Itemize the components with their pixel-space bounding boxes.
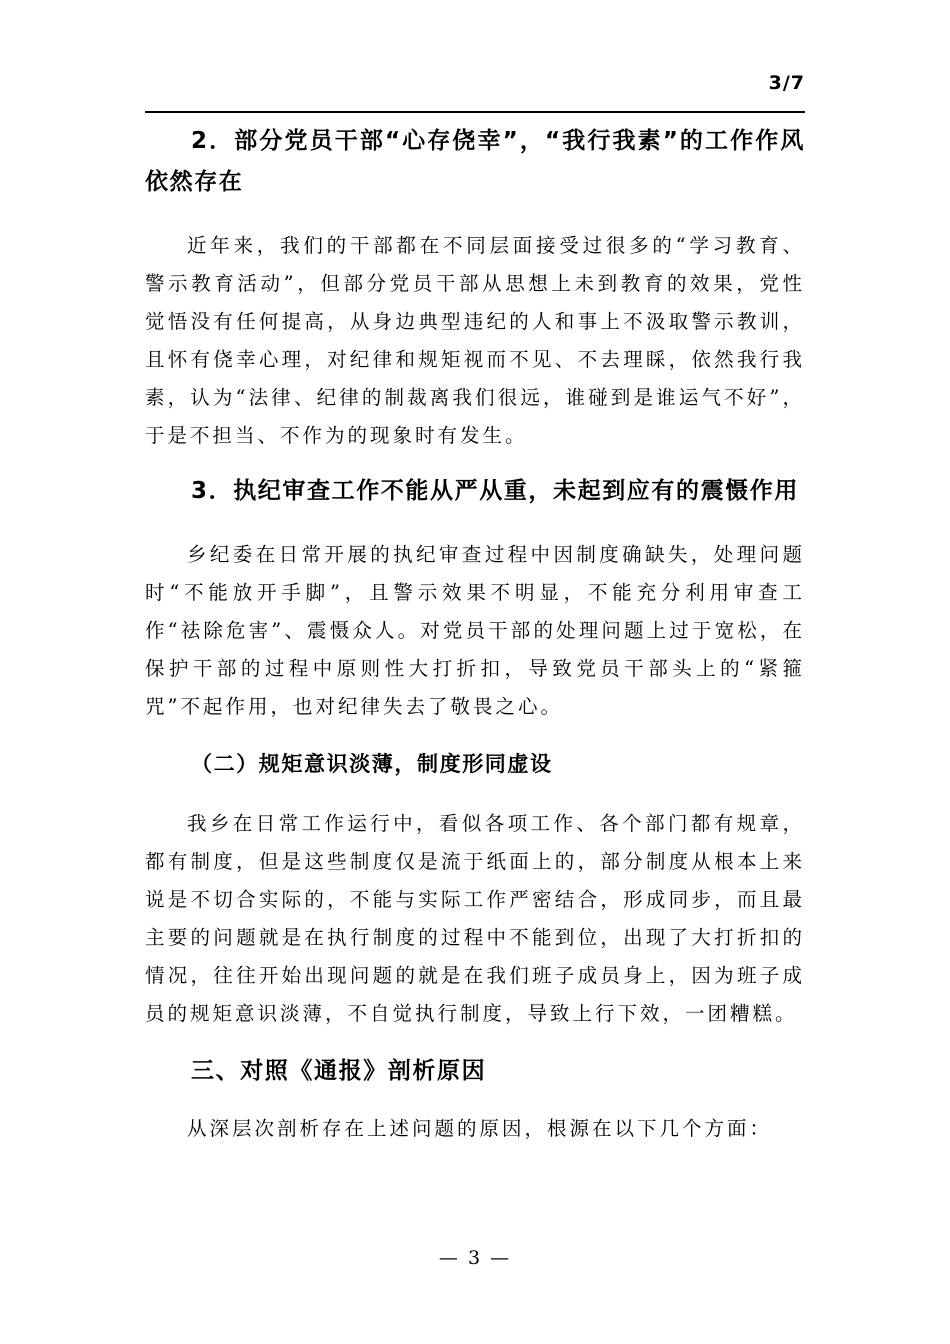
page-footer-number: — 3 —	[438, 1247, 512, 1269]
section-heading-3: 3．执纪审查工作不能从严从重，未起到应有的震慑作用	[191, 478, 800, 504]
section-heading-2: 2．部分党员干部“心存侥幸”，“我行我素”的工作作风依然存在	[145, 128, 805, 195]
chapter-heading: 三、对照《通报》剖析原因	[191, 1058, 487, 1084]
body-paragraph: 从深层次剖析存在上述问题的原因，根源在以下几个方面：	[187, 1117, 773, 1140]
body-paragraph: 乡纪委在日常开展的执纪审查过程中因制度确缺失，处理问题时“不能放开手脚”，且警示效果不明显，不能充分利用审查工作“祛除危害”、震慑众人。对党员干部的处理问题上过于宽松，在保护干部的过程中原则性大打折扣，导致党员干部头上的“紧箍咒”不起作用，也对纪律失去了敬畏之心。	[145, 543, 805, 718]
body-paragraph: 近年来，我们的干部都在不同层面接受过很多的“学习教育、警示教育活动”，但部分党员干部从思想上未到教育的效果，党性觉悟没有任何提高，从身边典型违纪的人和事上不汲取警示教训，且怀有侥幸心理，对纪律和规矩视而不见、不去理睬，依然我行我素，认为“法律、纪律的制裁离我们很远，谁碰到是谁运气不好”，于是不担当、不作为的现象时有发生。	[145, 234, 805, 447]
document-body	[145, 121, 805, 1148]
page-indicator: 3/7	[768, 72, 805, 94]
body-paragraph: 我乡在日常工作运行中，看似各项工作、各个部门都有规章，都有制度，但是这些制度仅是流于纸面上的，部分制度从根本上来说是不切合实际的，不能与实际工作严密结合，形成同步，而且最主要的问题就是在执行制度的过程中不能到位，出现了大打折扣的情况，往往开始出现问题的就是在我们班子成员身上，因为班子成员的规矩意识淡薄，不自觉执行制度，导致上行下效，一团糟糕。	[145, 812, 805, 1025]
header-divider	[145, 111, 805, 113]
subsection-heading: （二）规矩意识淡薄，制度形同虚设	[191, 752, 553, 776]
